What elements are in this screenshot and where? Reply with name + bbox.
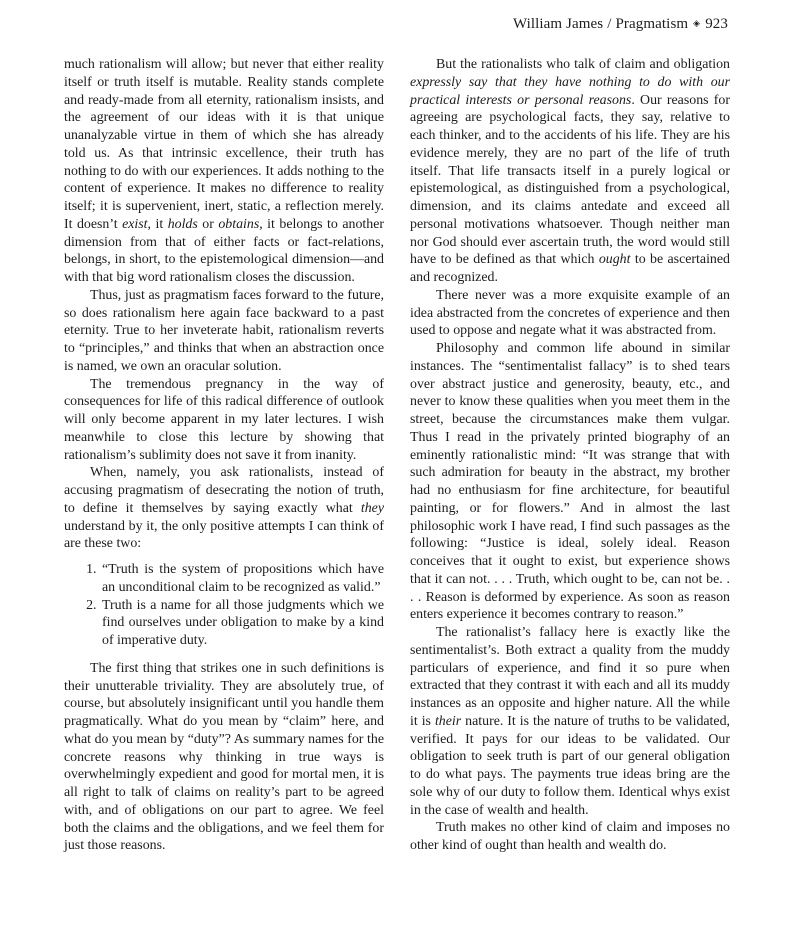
running-header	[513, 16, 728, 33]
left-column	[64, 56, 384, 855]
paragraph: Truth makes no other kind of claim and imposes no other kind of ought than health and wealth do.	[410, 820, 730, 853]
paragraph: Thus, just as pragmatism faces forward to the future, so does rationalism here again face backward to a past eternity. True to her inveterate habit, rationalism reverts to “principles,” and thinks that when an abstraction once is named, we own an oracular solution.	[64, 287, 384, 374]
paragraph: When, namely, you ask rationalists, instead of accusing pragmatism of desecrating the notion of truth, to define it themselves by saying exactly what they understand by it, the only positive attempts I can think of are these two:	[64, 465, 384, 552]
paragraph: The tremendous pregnancy in the way of consequences for life of this radical difference of outlook will only become apparent in my later lectures. I wish meanwhile to close this lecture by showing that rationalism’s sublimity does not save it from inanity.	[64, 376, 384, 463]
paragraph: The rationalist’s fallacy here is exactly like the sentimentalist’s. Both extract a quality from the muddy particulars of experience, and find it so pure when extracted that they contrast it with each and all its muddy instances as an opposite and higher nature. All the while it is their nature. It is the nature of truths to be validated, verified. It pays for our ideas to be validated. Our obligation to seek truth is part of our general obligation to do what pays. The payments true ideas bring are the sole why of our duty to follow them. Identical whys exist in the case of wealth and health.	[410, 625, 731, 818]
header-work-title: Pragmatism	[615, 16, 689, 32]
page-number: 923	[705, 16, 728, 32]
paragraph: much rationalism will allow; but never that either reality itself or truth itself is mutable. Reality stands complete and ready-made from all eternity, rationalism insists, and the agreement of our ideas with it is that unique unanalyzable virtue in them of which she has already told us. As that intrinsic excellence, their truth has nothing to do with our experiences. It adds nothing to the content of experience. It makes no difference to reality itself; it is supervenient, inert, static, a reflection merely. It doesn’t exist, it holds or obtains, it belongs to another dimension from that of either facts or fact-relations, belongs, in short, to the epistemological dimension—and with that big word rationalism closes the discussion.	[64, 57, 384, 285]
list-item: 1. “Truth is the system of propositions which have an unconditional claim to be recognized as valid.”	[100, 561, 384, 597]
paragraph: Philosophy and common life abound in similar instances. The “sentimentalist fallacy” is to shed tears over abstract justice and generosity, beauty, etc., and never to know these qualities when you meet them in the street, because the circumstances make them vulgar. Thus I read in the privately printed biography of an eminently rationalistic mind: “It was strange that with such admiration for beauty in the abstract, my brother had no enthusiasm for fine architecture, for beautiful painting, or for flowers.” And in almost the last philosophic work I have read, I find such passages as the following: “Justice is ideal, solely ideal. Reason conceives that it ought to exist, but experience shows that it can not. . . . Truth, which ought to be, can not be. . . . Reason is deformed by experience. As soon as reason enters experience it becomes contrary to reason.”	[410, 341, 730, 623]
paragraph: There never was a more exquisite example of an idea abstracted from the concretes of experience and then used to oppose and negate what it was abstracted from.	[410, 287, 730, 339]
paragraph: But the rationalists who talk of claim and obligation expressly say that they have nothing to do with our practical interests or personal reasons. Our reasons for agreeing are psychological facts, they say, relative to each thinker, and to the accidents of his life. They are his evidence merely, they are no part of the life of truth itself. That life transacts itself in a purely logical or epistemological, as distinguished from a psychological, dimension, and its claims antedate and exceed all personal motivations whatsoever. Though neither man nor God should ever ascertain truth, the word would still have to be defined as that which ought to be ascertained and recognized.	[410, 57, 730, 285]
right-column	[410, 56, 730, 855]
diamond-ornament-icon: ◈	[693, 18, 701, 28]
list-item: 2. Truth is a name for all those judgments which we find ourselves under obligation to make by a kind of imperative duty.	[100, 597, 384, 650]
paragraph: The first thing that strikes one in such definitions is their unutterable triviality. They are absolutely true, of course, but absolutely insignificant until you handle them pragmatically. What do you mean by “claim” here, and what do you mean by “duty”? As summary names for the concrete reasons why thinking in true ways is overwhelmingly expedient and good for mortal men, it is all right to talk of claims on reality’s part to be agreed with, and of obligations on our part to agree. We feel both the claims and the obligations, and we feel them for just those reasons.	[64, 660, 384, 854]
header-author: William James	[512, 16, 604, 32]
definitions-list	[64, 561, 384, 650]
header-separator: /	[607, 16, 612, 32]
